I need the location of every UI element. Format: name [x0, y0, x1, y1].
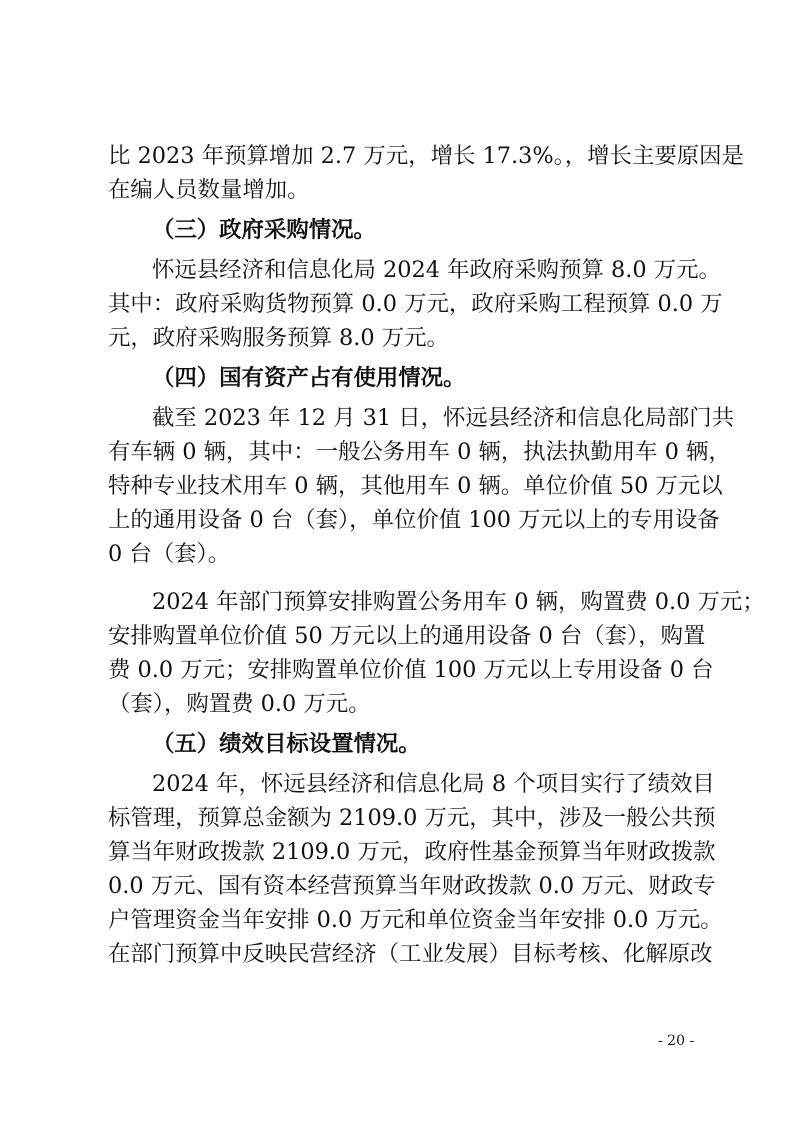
paragraph-line: 怀远县经济和信息化局 2024 年政府采购预算 8.0 万元。: [152, 257, 721, 283]
paragraph-line: 0.0 万元、国有资本经营预算当年财政拨款 0.0 万元、财政专: [108, 873, 716, 899]
paragraph-line: 户管理资金当年安排 0.0 万元和单位资金当年安排 0.0 万元。: [108, 907, 723, 933]
section-heading-assets: （四）国有资产占有使用情况。: [152, 365, 466, 391]
paragraph-line: 在部门预算中反映民营经济（工业发展）目标考核、化解原改: [108, 941, 713, 967]
paragraph-line: 2024 年部门预算安排购置公务用车 0 辆，购置费 0.0 万元；: [152, 589, 765, 615]
paragraph-line: 截至 2023 年 12 月 31 日，怀远县经济和信息化局部门共: [152, 405, 735, 431]
paragraph-line: 2024 年，怀远县经济和信息化局 8 个项目实行了绩效目: [152, 771, 715, 797]
paragraph-line: 特种专业技术用车 0 辆，其他用车 0 辆。单位价值 50 万元以: [108, 473, 723, 499]
paragraph-line: 0 台（套）。: [108, 541, 231, 567]
paragraph-line: 在编人员数量增加。: [108, 177, 310, 203]
page-number: - 20 -: [658, 1033, 695, 1049]
paragraph-line: 有车辆 0 辆，其中：一般公务用车 0 辆，执法执勤用车 0 辆，: [108, 439, 731, 465]
paragraph-line: 算当年财政拨款 2109.0 万元，政府性基金预算当年财政拨款: [108, 839, 716, 865]
paragraph-line: 标管理，预算总金额为 2109.0 万元，其中，涉及一般公共预: [108, 805, 716, 831]
paragraph-line: （套），购置费 0.0 万元。: [108, 691, 371, 717]
section-heading-performance: （五）绩效目标设置情况。: [152, 731, 421, 757]
paragraph-line: 费 0.0 万元；安排购置单位价值 100 万元以上专用设备 0 台: [108, 657, 714, 683]
paragraph-line: 安排购置单位价值 50 万元以上的通用设备 0 台（套），购置: [108, 623, 706, 649]
paragraph-line: 其中：政府采购货物预算 0.0 万元，政府采购工程预算 0.0 万: [108, 291, 723, 317]
paragraph-line: 元，政府采购服务预算 8.0 万元。: [108, 325, 449, 351]
section-heading-procurement: （三）政府采购情况。: [152, 217, 376, 243]
paragraph-line: 比 2023 年预算增加 2.7 万元，增长 17.3%。，增长主要原因是: [108, 143, 744, 169]
paragraph-line: 上的通用设备 0 台（套），单位价值 100 万元以上的专用设备: [108, 507, 720, 533]
